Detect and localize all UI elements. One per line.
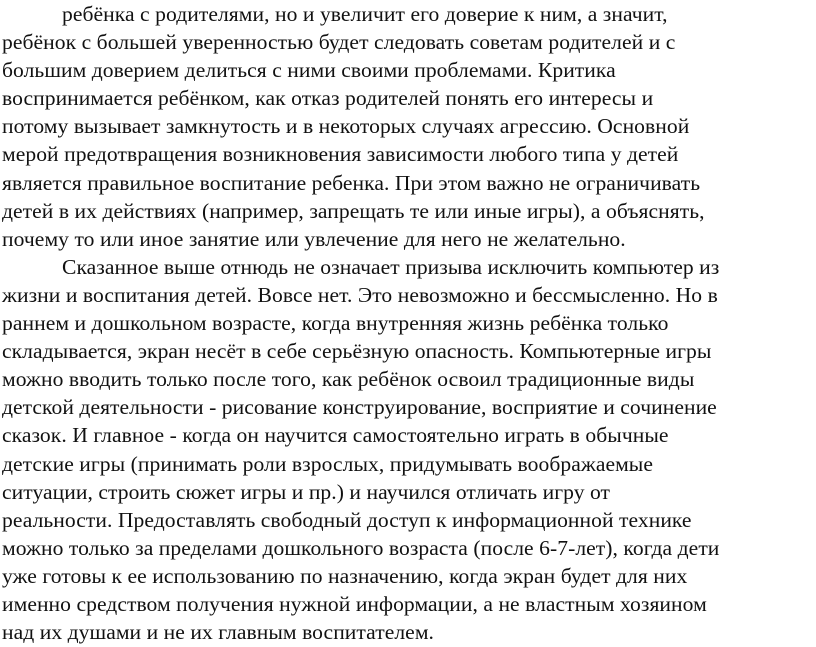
paragraph-1 [2,0,814,253]
text-line: потому вызывает замкнутость и в некоторых случаях агрессию. Основной [2,114,690,139]
text-line: Сказанное выше отнюдь не означает призыва исключить компьютер из [62,254,720,279]
text-line: уже готовы к ее использованию по назначению, когда экран будет для них [2,563,688,588]
text-line: ситуации, строить сюжет игры и пр.) и научился отличать игру от [2,479,611,504]
text-line: реальности. Предоставлять свободный доступ к информационной технике [2,507,692,532]
text-line: ребёнок с большей уверенностью будет следовать советам родителей и с [2,30,676,55]
text-line: сказок. И главное - когда он научится самостоятельно играть в обычные [2,423,669,448]
document-page [2,0,814,646]
text-line: детской деятельности - рисование конструирование, восприятие и сочинение [2,395,717,420]
paragraph-2 [2,253,814,646]
text-line: можно только за пределами дошкольного возраста (после 6-7-лет), когда дети [2,535,720,560]
text-line: складывается, экран несёт в себе серьёзную опасность. Компьютерные игры [2,339,712,364]
text-line: воспринимается ребёнком, как отказ родителей понять его интересы и [2,86,654,111]
text-line: жизни и воспитания детей. Вовсе нет. Это невозможно и бессмысленно. Но в [2,282,718,307]
text-line: является правильное воспитание ребенка. При этом важно не ограничивать [2,170,701,195]
text-line: детские игры (принимать роли взрослых, придумывать воображаемые [2,451,654,476]
text-line: над их душами и не их главным воспитателем. [2,620,434,645]
text-line: детей в их действиях (например, запрещать те или иные игры), а объяснять, [2,198,705,223]
text-line: именно средством получения нужной информации, а не властным хозяином [2,591,707,616]
text-line: почему то или иное занятие или увлечение для него не желательно. [2,226,626,251]
text-line: ребёнка с родителями, но и увеличит его доверие к ним, а значит, [62,2,668,26]
text-line: большим доверием делиться с ними своими проблемами. Критика [2,58,616,83]
text-line: мерой предотвращения возникновения зависимости любого типа у детей [2,142,679,167]
text-line: раннем и дошкольном возрасте, когда внутренняя жизнь ребёнка только [2,311,669,336]
text-line: можно вводить только после того, как ребёнок освоил традиционные виды [2,367,695,392]
